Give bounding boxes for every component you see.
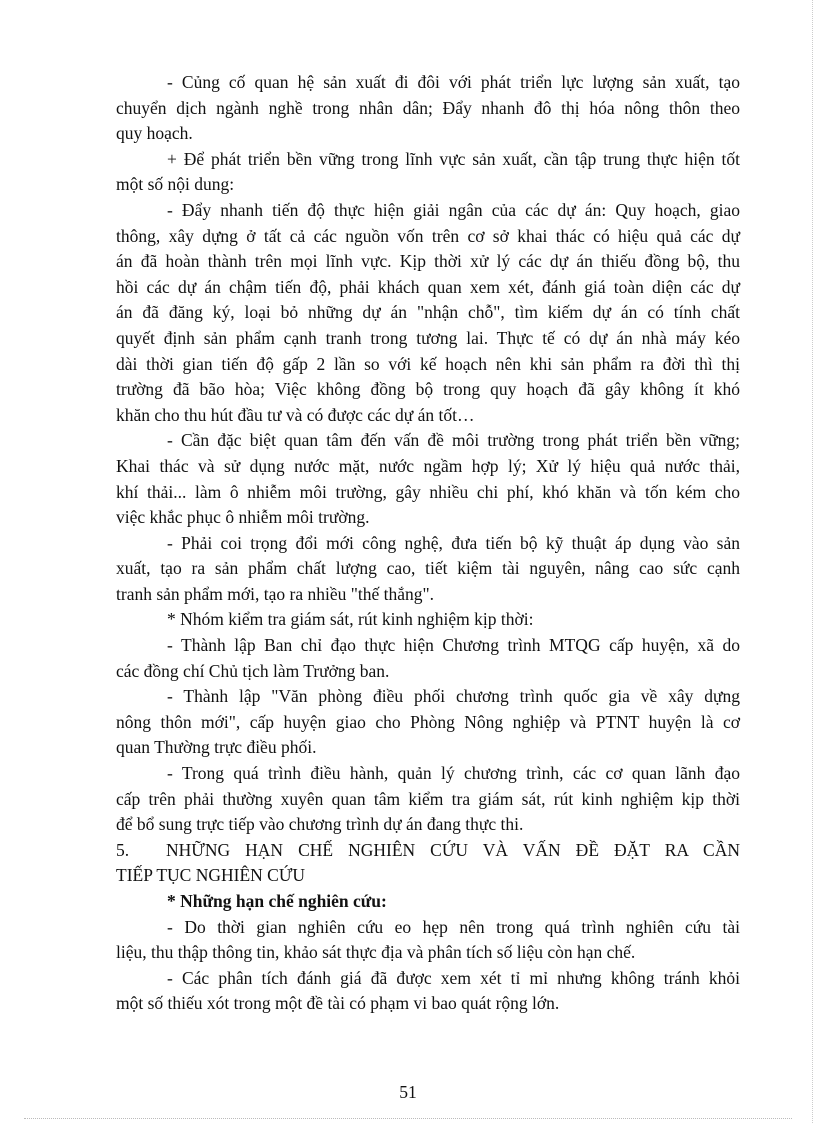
text-line: trường đã bão hòa; Việc không đồng bộ trong quy hoạch đã gây không ít khó xyxy=(116,379,740,400)
text-line: thông, xây dựng ở tất cả các nguồn vốn trên cơ sở khai thác có hiệu quả các dự xyxy=(116,225,740,246)
text-line: - Củng cố quan hệ sản xuất đi đôi với phát triển lực lượng sản xuất, tạo xyxy=(167,72,740,92)
text-line: khăn cho thu hút đầu tư và có được các dự án tốt… xyxy=(116,404,475,425)
text-line: hồi các dự án chậm tiến độ, phải khách quan xem xét, đánh giá toàn diện các dự xyxy=(116,276,740,297)
paragraph xyxy=(116,198,740,428)
text-line: + Để phát triển bền vững trong lĩnh vực sản xuất, cần tập trung thực hiện tốt xyxy=(167,148,740,169)
text-line: cấp trên phải thường xuyên quan tâm kiểm tra giám sát, rút kinh nghiệm kịp thời xyxy=(116,788,740,809)
paragraph xyxy=(116,915,740,966)
page-right-divider xyxy=(812,0,813,1123)
paragraph xyxy=(116,70,740,147)
text-line: để bổ sung trực tiếp vào chương trình dự án đang thực thi. xyxy=(116,814,524,835)
text-line: tranh sản phẩm mới, tạo ra nhiều "thế thắng". xyxy=(116,583,435,604)
text-line: việc khắc phục ô nhiễm môi trường. xyxy=(116,507,370,528)
paragraph xyxy=(116,761,740,838)
paragraph xyxy=(116,966,740,1017)
text-line: chuyển dịch ngành nghề trong nhân dân; Đẩy nhanh đô thị hóa nông thôn theo xyxy=(116,97,740,118)
text-line: * Nhóm kiểm tra giám sát, rút kinh nghiệm kịp thời: xyxy=(167,609,534,630)
text-line: một số thiếu xót trong một đề tài có phạm vi bao quát rộng lớn. xyxy=(116,993,560,1014)
text-line: quyết định sản phẩm cạnh tranh trong tương lai. Thực tế có dự án nhà máy kéo xyxy=(116,327,740,348)
page-number: 51 xyxy=(399,1082,417,1102)
section-title: NHỮNG HẠN CHẾ NGHIÊN CỨU VÀ VẤN ĐỀ ĐẶT RA CẦN xyxy=(166,839,740,860)
paragraph xyxy=(116,684,740,761)
paragraph xyxy=(116,147,740,198)
text-line: quan Thường trực điều phối. xyxy=(116,737,317,758)
text-line: - Các phân tích đánh giá đã được xem xét tỉ mỉ nhưng không tránh khỏi xyxy=(167,967,740,988)
text-line: khí thải... làm ô nhiễm môi trường, gây nhiều chi phí, khó khăn và tốn kém cho xyxy=(116,481,740,502)
text-line: - Đẩy nhanh tiến độ thực hiện giải ngân của các dự án: Quy hoạch, giao xyxy=(167,199,740,220)
section-heading xyxy=(116,838,740,889)
text-line: quy hoạch. xyxy=(116,123,193,144)
text-line: - Thành lập "Văn phòng điều phối chương trình quốc gia về xây dựng xyxy=(167,686,740,707)
paragraph xyxy=(116,428,740,530)
text-line: - Thành lập Ban chỉ đạo thực hiện Chương trình MTQG cấp huyện, xã do xyxy=(167,635,740,656)
text-line: - Phải coi trọng đổi mới công nghệ, đưa tiến bộ kỹ thuật áp dụng vào sản xyxy=(167,532,740,553)
text-line: xuất, tạo ra sản phẩm chất lượng cao, tiết kiệm tài nguyên, nâng cao sức cạnh xyxy=(116,558,740,579)
text-line: - Trong quá trình điều hành, quản lý chương trình, các cơ quan lãnh đạo xyxy=(167,763,740,784)
text-line: án đã đăng ký, loại bỏ những dự án "nhận chỗ", tìm kiếm dự án có tính chất xyxy=(116,302,740,323)
section-number: 5. xyxy=(116,839,130,860)
text-line: án đã hoàn thành trên mọi lĩnh vực. Kịp thời xử lý các dự án thiếu đồng bộ, thu xyxy=(116,251,740,272)
section-heading-line xyxy=(116,838,740,864)
subheading: * Những hạn chế nghiên cứu: xyxy=(167,891,387,911)
text-line: dài thời gian tiến độ gấp 2 lần so với kế hoạch nên khi sản phẩm ra đời thì thị xyxy=(116,353,740,374)
page-bottom-divider xyxy=(24,1118,792,1119)
document-body xyxy=(116,70,740,1017)
text-line: Khai thác và sử dụng nước mặt, nước ngầm hợp lý; Xử lý hiệu quả nước thải, xyxy=(116,455,740,476)
text-line: các đồng chí Chủ tịch làm Trưởng ban. xyxy=(116,660,390,681)
text-line: - Cần đặc biệt quan tâm đến vấn đề môi trường trong phát triển bền vững; xyxy=(167,430,740,451)
text-line: liệu, thu thập thông tin, khảo sát thực địa và phân tích số liệu còn hạn chế. xyxy=(116,942,636,963)
paragraph xyxy=(116,607,740,633)
text-line: nông thôn mới", cấp huyện giao cho Phòng Nông nghiệp và PTNT huyện là cơ xyxy=(116,711,740,732)
text-line: một số nội dung: xyxy=(116,174,235,195)
text-line: - Do thời gian nghiên cứu eo hẹp nên trong quá trình nghiên cứu tài xyxy=(167,916,740,937)
section-title-continued: TIẾP TỤC NGHIÊN CỨU xyxy=(116,865,306,886)
paragraph xyxy=(116,633,740,684)
paragraph xyxy=(116,531,740,608)
